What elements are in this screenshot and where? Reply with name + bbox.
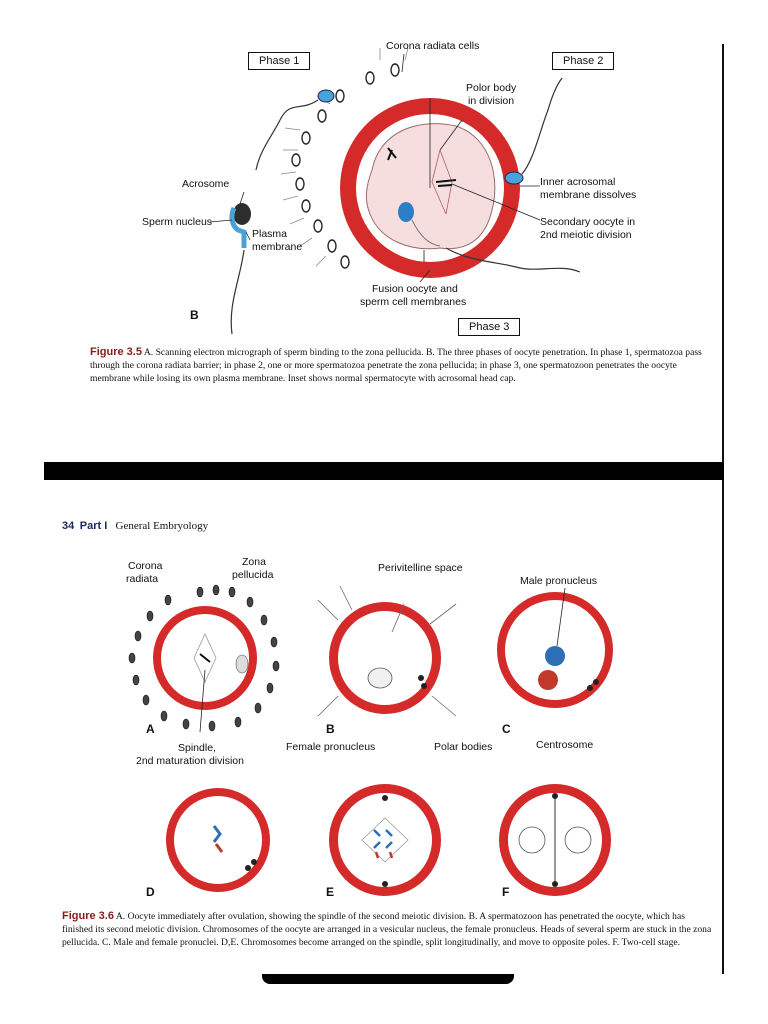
label-centrosome: Centrosome — [536, 739, 594, 751]
page-number: 34 — [62, 520, 75, 532]
panel-label-b: B — [326, 722, 335, 736]
stage-e-oocyte — [329, 784, 441, 896]
bottom-scroll-bar — [262, 974, 514, 984]
label-inner-acrosomal: Inner acrosomal — [540, 176, 616, 188]
stage-b-oocyte — [318, 586, 456, 716]
stage-c-oocyte — [497, 588, 613, 708]
label-female-pronucleus: Female pronucleus — [286, 741, 376, 753]
label-plasma: Plasma — [252, 228, 288, 240]
part-label: Part I — [79, 520, 108, 532]
panel-label-d: D — [146, 885, 155, 899]
label-secondary-oocyte: Secondary oocyte in — [540, 216, 636, 228]
secondary-oocyte — [366, 124, 494, 249]
label-acrosome: Acrosome — [182, 178, 230, 190]
phase-1-box: Phase 1 — [248, 52, 310, 70]
sperm-with-acrosome — [231, 203, 251, 334]
label-corona-radiata-cells: Corona radiata cells — [386, 40, 480, 52]
stage-a-oocyte — [129, 585, 279, 732]
figure-3-6-illustration — [0, 540, 768, 920]
panel-label-e: E — [326, 885, 335, 899]
label-polar-bodies: Polar bodies — [434, 741, 493, 753]
phase-2-box: Phase 2 — [552, 52, 614, 70]
stage-d-oocyte — [166, 788, 270, 892]
label-sperm-nucleus: Sperm nucleus — [142, 216, 213, 228]
label-perivitelline-space: Perivitelline space — [378, 562, 463, 574]
label-polor-body: Polor body — [466, 82, 517, 94]
phase-3-box: Phase 3 — [458, 318, 520, 336]
chapter-title: General Embryology — [115, 520, 209, 532]
panel-label-c: C — [502, 722, 511, 736]
page-separator — [44, 462, 724, 480]
label-polor-body-division: in division — [468, 95, 515, 107]
label-fusion-oocyte: Fusion oocyte and — [372, 283, 458, 295]
label-male-pronucleus: Male pronucleus — [520, 575, 598, 587]
panel-label-f: F — [502, 885, 510, 899]
panel-label-b-fig35: B — [190, 308, 199, 322]
label-spindle: Spindle, — [178, 742, 216, 754]
figure-3-5-caption — [90, 346, 715, 385]
label-plasma-membrane: membrane — [252, 241, 303, 253]
label-corona: Corona — [128, 560, 163, 572]
panel-label-a: A — [146, 722, 155, 736]
label-zona: Zona — [242, 556, 266, 568]
label-fusion-membranes: sperm cell membranes — [360, 296, 467, 308]
sperm-nucleus-inside — [398, 202, 414, 222]
figure-3-6-number: Figure 3.6 — [62, 910, 114, 922]
figure-3-5-number: Figure 3.5 — [90, 346, 142, 358]
figure-3-5-text: A. Scanning electron micrograph of sperm binding to the zona pellucida. B. The three phases of oocyte penetration. In phase 1, spermatozoa pass through the corona radiata barrier; in phase 2, one or more spermatozoa penetrate the zona pellucida; in phase 3, one spermatozoon penetrates the oocyte membrane while losing its own plasma membrane. Inset shows normal spermatocyte with acrosomal head cap. — [90, 347, 702, 384]
label-pellucida: pellucida — [232, 569, 274, 581]
label-2nd-maturation-division: 2nd maturation division — [136, 755, 244, 767]
label-radiata: radiata — [126, 573, 159, 585]
sperm-phase-1 — [256, 90, 334, 170]
figure-3-6-text: A. Oocyte immediately after ovulation, showing the spindle of the second meiotic division. B. A spermatozoon has penetrated the oocyte, which has finished its second meiotic division. Chromosomes of the oocyte are arranged in a vesicular nucleus, the female pronucleus. Heads of several sperm are stuck in the zona pellucida. C. Male and female pronuclei. D,E. Chromosomes become arranged on the spindle, split longitudinally, and move to opposite poles. F. Two-cell stage. — [62, 911, 712, 948]
label-2nd-meiotic-division: 2nd meiotic division — [540, 229, 632, 241]
label-membrane-dissolves: membrane dissolves — [540, 189, 637, 201]
figure-3-6-caption — [62, 910, 717, 949]
stage-f-two-cell — [499, 784, 611, 896]
running-head — [62, 520, 208, 532]
